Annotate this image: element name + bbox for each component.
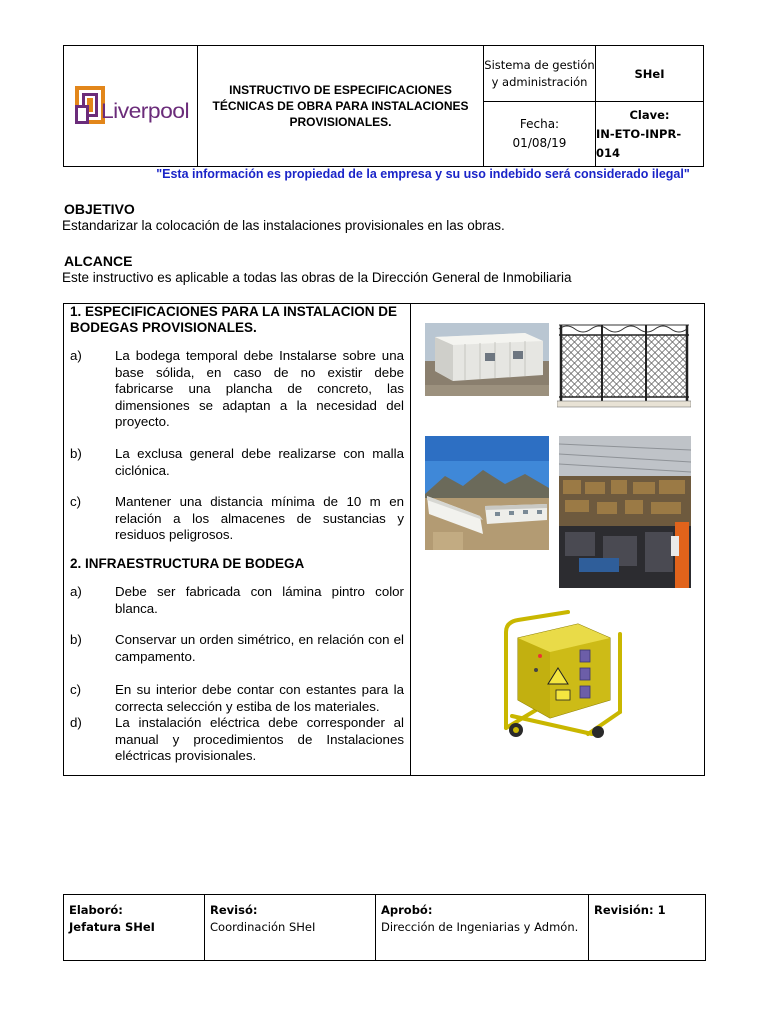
elaboro-value: Jefatura SHeI — [69, 920, 155, 934]
aprobo-cell — [376, 895, 589, 960]
list-item-label: c) — [70, 682, 82, 697]
system-name: Sistema de gestión y administración — [484, 46, 596, 102]
reviso-value: Coordinación SHeI — [210, 920, 316, 934]
list-item-label: b) — [70, 632, 82, 647]
logo-cell — [64, 46, 198, 166]
list-item-text: Conservar un orden simétrico, en relación con el campamento. — [115, 632, 404, 664]
reviso-cell — [205, 895, 376, 960]
warehouse-photo — [425, 323, 549, 396]
list-item-label: b) — [70, 446, 82, 461]
list-item-text: La instalación eléctrica debe corresponder al manual y procedimientos de Instalaciones eléctricas provisionales. — [115, 715, 404, 763]
approval-table — [63, 894, 706, 961]
document-header-table — [63, 45, 704, 167]
alcance-heading: ALCANCE — [64, 253, 133, 269]
section1-heading: 1. ESPECIFICACIONES PARA LA INSTALACION DE BODEGAS PROVISIONALES. — [70, 304, 398, 335]
warehouse-interior-photo — [559, 436, 691, 588]
list-item-label: c) — [70, 494, 82, 509]
logo-wordmark: Liverpool — [100, 100, 189, 123]
document-title: INSTRUCTIVO DE ESPECIFICACIONES TÉCNICAS DE OBRA PARA INSTALACIONES PROVISIONALES. — [198, 46, 484, 166]
aprobo-value: Dirección de Ingeniarias y Admón. — [381, 920, 579, 934]
list-item-label: a) — [70, 348, 82, 363]
cyclone-fence-diagram — [557, 321, 691, 409]
aprobo-label: Aprobó: — [381, 903, 433, 917]
list-item-text: Mantener una distancia mínima de 10 m en relación a los almacenes de sustancias y residuos peligrosos. — [115, 494, 404, 542]
system-code: SHeI — [596, 46, 703, 102]
elaboro-label: Elaboró: — [69, 903, 123, 917]
section2-heading: 2. INFRAESTRUCTURA DE BODEGA — [70, 556, 305, 571]
objetivo-heading: OBJETIVO — [64, 201, 135, 217]
ownership-notice: "Esta información es propiedad de la empresa y su uso indebido será considerado ilegal" — [156, 167, 690, 181]
elaboro-cell — [64, 895, 205, 960]
key-cell — [596, 102, 703, 166]
reviso-label: Revisó: — [210, 903, 258, 917]
list-item-label: d) — [70, 715, 82, 730]
alcance-text: Este instructivo es aplicable a todas las obras de la Dirección General de Inmobiliaria — [62, 270, 572, 285]
column-divider — [410, 303, 411, 776]
electrical-panel-cart-illustration — [496, 608, 630, 738]
objetivo-text: Estandarizar la colocación de las instalaciones provisionales en las obras. — [62, 218, 505, 233]
list-item-label: a) — [70, 584, 82, 599]
list-item-text: La exclusa general debe realizarse con malla ciclónica. — [115, 446, 404, 478]
revision-cell — [589, 895, 705, 960]
date-label: Fecha: — [519, 117, 560, 131]
date-cell — [484, 102, 596, 166]
list-item-text: La bodega temporal debe Instalarse sobre una base sólida, en caso de no existir debe fabricarse una plancha de concreto, las dimensiones se adaptan a la necesidad del proyecto. — [115, 348, 404, 429]
liverpool-logo — [71, 81, 191, 131]
key-value: IN-ETO-INPR-014 — [596, 126, 682, 160]
revision-number: Revisión: 1 — [594, 903, 666, 917]
date-value: 01/08/19 — [512, 136, 567, 150]
list-item-text: Debe ser fabricada con lámina pintro color blanca. — [115, 584, 404, 616]
list-item-text: En su interior debe contar con estantes para la correcta selección y estiba de los materiales. — [115, 682, 404, 714]
key-label: Clave: — [629, 107, 670, 122]
camp-photo — [425, 436, 549, 550]
